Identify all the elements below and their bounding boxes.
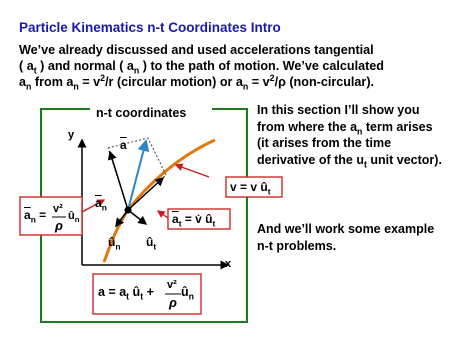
accel-label: $\overline{a}$ — [120, 138, 127, 152]
at-formula: $\overline{a}_t$ = v̇ $û_t$ — [172, 212, 216, 229]
sum-formula: $a = a_t$ $û_t$ + — [98, 285, 154, 302]
sum-formula-den: ρ — [169, 295, 177, 310]
an-formula-num: v² — [53, 203, 63, 215]
at-pointer — [158, 211, 168, 218]
particle-path — [104, 140, 215, 262]
tangent-accel-vector — [128, 178, 163, 210]
y-axis-label: y — [68, 129, 75, 141]
slide-title: Particle Kinematics n-t Coordinates Intro — [19, 20, 281, 35]
sum-formula-unit: $û_n$ — [181, 285, 194, 302]
ut-label: $û_t$ — [146, 235, 157, 252]
normal-accel-vector — [110, 152, 128, 210]
intro-paragraph: We’ve already discussed and used accelerations tangential ( $a_t$ ) and normal ( $a_n$ ) to the path of motion. We’ve calculated $a_n$ from $a_n = v^2/r$ (circular motion) or $a_n = v^2/\rho$ (non-circular). — [19, 43, 384, 92]
an-formula-den: ρ — [55, 218, 63, 233]
an-formula-lhs: $\overline{a}_n$ = — [24, 208, 47, 225]
sum-formula-num: v² — [167, 279, 177, 291]
explanation-paragraph: In this section I’ll show you from where the $a_n$ term arises (it arises from the time derivative of the $u_t$ unit vector). — [257, 103, 442, 169]
un-label: $û_n$ — [108, 235, 121, 252]
an-label: $\overline{a}_n$ — [95, 196, 107, 213]
particle — [125, 207, 132, 214]
an-formula-unit: $û_n$ — [68, 210, 80, 225]
velocity-pointer — [176, 165, 209, 177]
example-note: And we’ll work some example n-t problems. — [257, 222, 435, 253]
velocity-formula: v = v $û_t$ — [230, 180, 271, 197]
x-axis-label: x — [225, 258, 232, 270]
diagram-header: n-t coordinates — [96, 106, 187, 120]
